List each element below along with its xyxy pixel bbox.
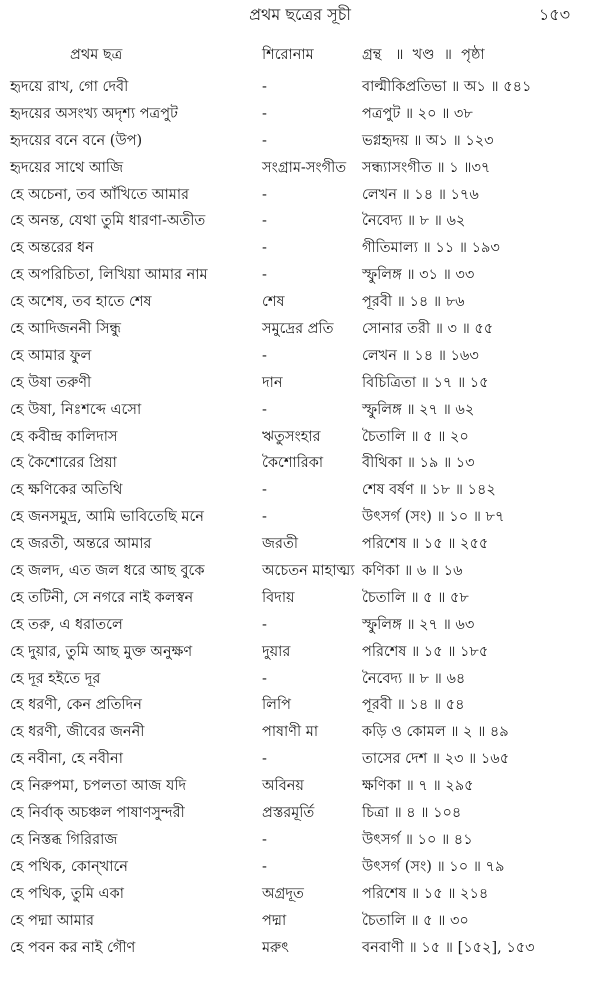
poem-title-cell: কৈশোরিকা bbox=[262, 455, 324, 472]
poem-title-cell: - bbox=[262, 132, 267, 149]
table-row bbox=[0, 101, 600, 128]
poem-title-cell: প্রস্তরমূর্তি bbox=[262, 805, 315, 822]
poem-title-cell: ঋতুসংহার bbox=[262, 428, 321, 445]
first-line-cell: হৃদয়ের বনে বনে (উপ) bbox=[10, 132, 143, 149]
table-row bbox=[0, 182, 600, 209]
reference-cell: সন্ধ্যাসংগীত ॥ ১ ॥৩৭ bbox=[362, 159, 491, 176]
first-line-cell: হে অনন্ত, যেথা তুমি ধারণা-অতীত bbox=[10, 213, 206, 230]
poem-title-cell: দুয়ার bbox=[262, 643, 291, 660]
table-row bbox=[0, 881, 600, 908]
reference-cell: স্ফুলিঙ্গ ॥ ২৭ ॥ ৬৩ bbox=[362, 616, 475, 633]
table-row bbox=[0, 155, 600, 182]
first-line-cell: হে জরতী, অন্তরে আমার bbox=[10, 536, 152, 553]
page-title: প্রথম ছত্রের সূচী bbox=[249, 5, 351, 24]
reference-cell: বনবাণী ॥ ১৫ ॥ [১৫২], ১৫৩ bbox=[362, 939, 535, 956]
page-number: ১৫৩ bbox=[538, 5, 570, 24]
reference-cell: লেখন ॥ ১৪ ॥ ১৭৬ bbox=[362, 186, 479, 203]
first-line-cell: হে নবীনা, হে নবীনা bbox=[10, 751, 123, 768]
reference-cell: উৎসর্গ (সং) ॥ ১০ ॥ ৭৯ bbox=[362, 858, 505, 875]
reference-cell: স্ফুলিঙ্গ ॥ ৩১ ॥ ৩৩ bbox=[362, 267, 475, 284]
poem-title-cell: - bbox=[262, 616, 267, 633]
reference-cell: লেখন ॥ ১৪ ॥ ১৬৩ bbox=[362, 347, 479, 364]
first-line-cell: হে তরু, এ ধরাতলে bbox=[10, 616, 123, 633]
first-line-cell: হে কৈশোরের প্রিয়া bbox=[10, 455, 117, 472]
table-row bbox=[0, 800, 600, 827]
reference-cell: পরিশেষ ॥ ১৫ ॥ ২৫৫ bbox=[362, 536, 489, 553]
reference-cell: কড়ি ও কোমল ॥ ২ ॥ ৪৯ bbox=[362, 724, 509, 741]
poem-title-cell: অচেতন মাহাত্ম্য bbox=[262, 563, 355, 580]
table-row bbox=[0, 262, 600, 289]
first-line-cell: হে অন্তরের ধন bbox=[10, 240, 94, 257]
first-line-cell: হে অচেনা, তব আঁখিতে আমার bbox=[10, 186, 190, 203]
first-line-cell: হে দূর হইতে দূর bbox=[10, 670, 101, 687]
first-line-cell: হে পথিক, তুমি একা bbox=[10, 885, 124, 902]
poem-title-cell: সমুদ্রের প্রতি bbox=[262, 321, 334, 338]
poem-title-cell: লিপি bbox=[262, 697, 291, 714]
table-row bbox=[0, 477, 600, 504]
reference-cell: বীথিকা ॥ ১৯ ॥ ১৩ bbox=[362, 455, 475, 472]
first-line-cell: হে কবীন্দ্র কালিদাস bbox=[10, 428, 118, 445]
reference-cell: পূরবী ॥ ১৪ ॥ ৫৪ bbox=[362, 697, 465, 714]
first-line-cell: হে ধরণী, জীবের জননী bbox=[10, 724, 145, 741]
poem-title-cell: শেষ bbox=[262, 294, 285, 311]
reference-cell: স্ফুলিঙ্গ ॥ ২৭ ॥ ৬২ bbox=[362, 401, 475, 418]
poem-title-cell: - bbox=[262, 213, 267, 230]
poem-title-cell: - bbox=[262, 670, 267, 687]
table-row bbox=[0, 370, 600, 397]
poem-title-cell: পদ্মা bbox=[262, 912, 287, 929]
table-row bbox=[0, 827, 600, 854]
first-line-cell: হে আমার ফুল bbox=[10, 347, 92, 364]
poem-title-cell: - bbox=[262, 267, 267, 284]
reference-cell: চিত্রা ॥ ৪ ॥ ১০৪ bbox=[362, 805, 462, 822]
table-row bbox=[0, 450, 600, 477]
column-header-first-line: প্রথম ছত্র bbox=[70, 47, 123, 63]
table-row bbox=[0, 531, 600, 558]
first-line-cell: হে আদিজননী সিন্ধু bbox=[10, 321, 122, 338]
poem-title-cell: - bbox=[262, 79, 267, 95]
poem-title-cell: - bbox=[262, 401, 267, 418]
reference-cell: ক্ষণিকা ॥ ৭ ॥ ২৯৫ bbox=[362, 778, 474, 795]
poem-title-cell: পাষাণী মা bbox=[262, 724, 319, 741]
table-row bbox=[0, 74, 600, 101]
poem-title-cell: - bbox=[262, 105, 267, 122]
table-row bbox=[0, 908, 600, 935]
poem-title-cell: - bbox=[262, 240, 267, 257]
poem-title-cell: - bbox=[262, 831, 267, 848]
reference-cell: চৈতালি ॥ ৫ ॥ ২০ bbox=[362, 428, 469, 445]
reference-cell: বাল্মীকিপ্রতিভা ॥ অ১ ॥ ৫৪১ bbox=[362, 79, 532, 95]
reference-cell: পরিশেষ ॥ ১৫ ॥ ১৮৫ bbox=[362, 643, 489, 660]
reference-cell: শেষ বর্ষণ ॥ ১৮ ॥ ১৪২ bbox=[362, 482, 496, 499]
first-line-cell: হে অশেষ, তব হাতে শেষ bbox=[10, 294, 152, 311]
table-row bbox=[0, 854, 600, 881]
reference-cell: উৎসর্গ (সং) ॥ ১০ ॥ ৮৭ bbox=[362, 509, 505, 526]
poem-title-cell: জরতী bbox=[262, 536, 298, 553]
table-row bbox=[0, 935, 600, 962]
reference-cell: বিচিত্রিতা ॥ ১৭ ॥ ১৫ bbox=[362, 374, 489, 391]
poem-title-cell: - bbox=[262, 186, 267, 203]
first-line-cell: হে পথিক, কোন্‌খানে bbox=[10, 858, 128, 875]
poem-title-cell: - bbox=[262, 751, 267, 768]
reference-cell: পরিশেষ ॥ ১৫ ॥ ২১৪ bbox=[362, 885, 489, 902]
first-line-cell: হে উষা তরুণী bbox=[10, 374, 92, 391]
column-header-title: শিরোনাম bbox=[262, 47, 314, 63]
table-row bbox=[0, 719, 600, 746]
table-row bbox=[0, 773, 600, 800]
reference-cell: ভগ্নহৃদয় ॥ অ১ ॥ ১২৩ bbox=[362, 132, 494, 149]
table-row bbox=[0, 666, 600, 693]
poem-title-cell: বিদায় bbox=[262, 589, 295, 606]
first-line-cell: হে নিস্তব্ধ গিরিরাজ bbox=[10, 831, 118, 848]
table-row bbox=[0, 397, 600, 424]
index-table bbox=[0, 74, 600, 961]
first-line-cell: হে উষা, নিঃশব্দে এসো bbox=[10, 401, 142, 418]
first-line-cell: হে তটিনী, সে নগরে নাই কলস্বন bbox=[10, 589, 194, 606]
first-line-cell: হে অপরিচিতা, লিখিয়া আমার নাম bbox=[10, 267, 208, 284]
reference-cell: নৈবেদ্য ॥ ৮ ॥ ৬৪ bbox=[362, 670, 466, 687]
reference-cell: চৈতালি ॥ ৫ ॥ ৫৮ bbox=[362, 589, 469, 606]
first-line-cell: হে জলদ, এত জল ধরে আছ বুকে bbox=[10, 563, 205, 580]
first-line-cell: হে দুয়ার, তুমি আছ মুক্ত অনুক্ষণ bbox=[10, 643, 193, 660]
first-line-cell: হে পবন কর নাই গৌণ bbox=[10, 939, 136, 956]
reference-cell: কণিকা ॥ ৬ ॥ ১৬ bbox=[362, 563, 463, 580]
table-row bbox=[0, 343, 600, 370]
poem-title-cell: - bbox=[262, 509, 267, 526]
poem-title-cell: দান bbox=[262, 374, 283, 391]
first-line-cell: হৃদয়ে রাখ, গো দেবী bbox=[10, 79, 129, 95]
first-line-cell: হে জনসমুদ্র, আমি ভাবিতেছি মনে bbox=[10, 509, 204, 526]
table-row bbox=[0, 289, 600, 316]
reference-cell: পূরবী ॥ ১৪ ॥ ৮৬ bbox=[362, 294, 465, 311]
table-row bbox=[0, 692, 600, 719]
poem-title-cell: মরুৎ bbox=[262, 939, 289, 956]
reference-cell: গীতিমাল্য ॥ ১১ ॥ ১৯৩ bbox=[362, 240, 500, 257]
table-row bbox=[0, 612, 600, 639]
reference-cell: সোনার তরী ॥ ৩ ॥ ৫৫ bbox=[362, 321, 494, 338]
first-line-cell: হে ধরণী, কেন প্রতিদিন bbox=[10, 697, 142, 714]
reference-cell: পত্রপুট ॥ ২০ ॥ ৩৮ bbox=[362, 105, 473, 122]
table-row bbox=[0, 128, 600, 155]
first-line-cell: হে ক্ষণিকের অতিথি bbox=[10, 482, 123, 499]
table-row bbox=[0, 585, 600, 612]
first-line-cell: হে পদ্মা আমার bbox=[10, 912, 95, 929]
reference-cell: চৈতালি ॥ ৫ ॥ ৩০ bbox=[362, 912, 469, 929]
poem-title-cell: অগ্রদূত bbox=[262, 885, 304, 902]
first-line-cell: হে নির্বাক্‌ অচঞ্চল পাষাণসুন্দরী bbox=[10, 805, 185, 822]
poem-title-cell: - bbox=[262, 858, 267, 875]
poem-title-cell: অবিনয় bbox=[262, 778, 304, 795]
table-row bbox=[0, 235, 600, 262]
reference-cell: উৎসর্গ ॥ ১০ ॥ ৪১ bbox=[362, 831, 473, 848]
table-row bbox=[0, 424, 600, 451]
first-line-cell: হৃদয়ের অসংখ্য অদৃশ্য পত্রপুট bbox=[10, 105, 178, 122]
reference-cell: নৈবেদ্য ॥ ৮ ॥ ৬২ bbox=[362, 213, 466, 230]
table-row bbox=[0, 504, 600, 531]
first-line-cell: হে নিরুপমা, চপলতা আজ যদি bbox=[10, 778, 187, 795]
table-row bbox=[0, 208, 600, 235]
first-line-cell: হৃদয়ের সাথে আজি bbox=[10, 159, 124, 176]
table-row bbox=[0, 639, 600, 666]
table-row bbox=[0, 316, 600, 343]
poem-title-cell: - bbox=[262, 482, 267, 499]
poem-title-cell: সংগ্রাম-সংগীত bbox=[262, 159, 347, 176]
column-header-reference: গ্রন্থ ॥ খণ্ড ॥ পৃষ্ঠা bbox=[362, 47, 485, 63]
reference-cell: তাসের দেশ ॥ ২৩ ॥ ১৬৫ bbox=[362, 751, 510, 768]
table-row bbox=[0, 558, 600, 585]
table-row bbox=[0, 746, 600, 773]
poem-title-cell: - bbox=[262, 347, 267, 364]
